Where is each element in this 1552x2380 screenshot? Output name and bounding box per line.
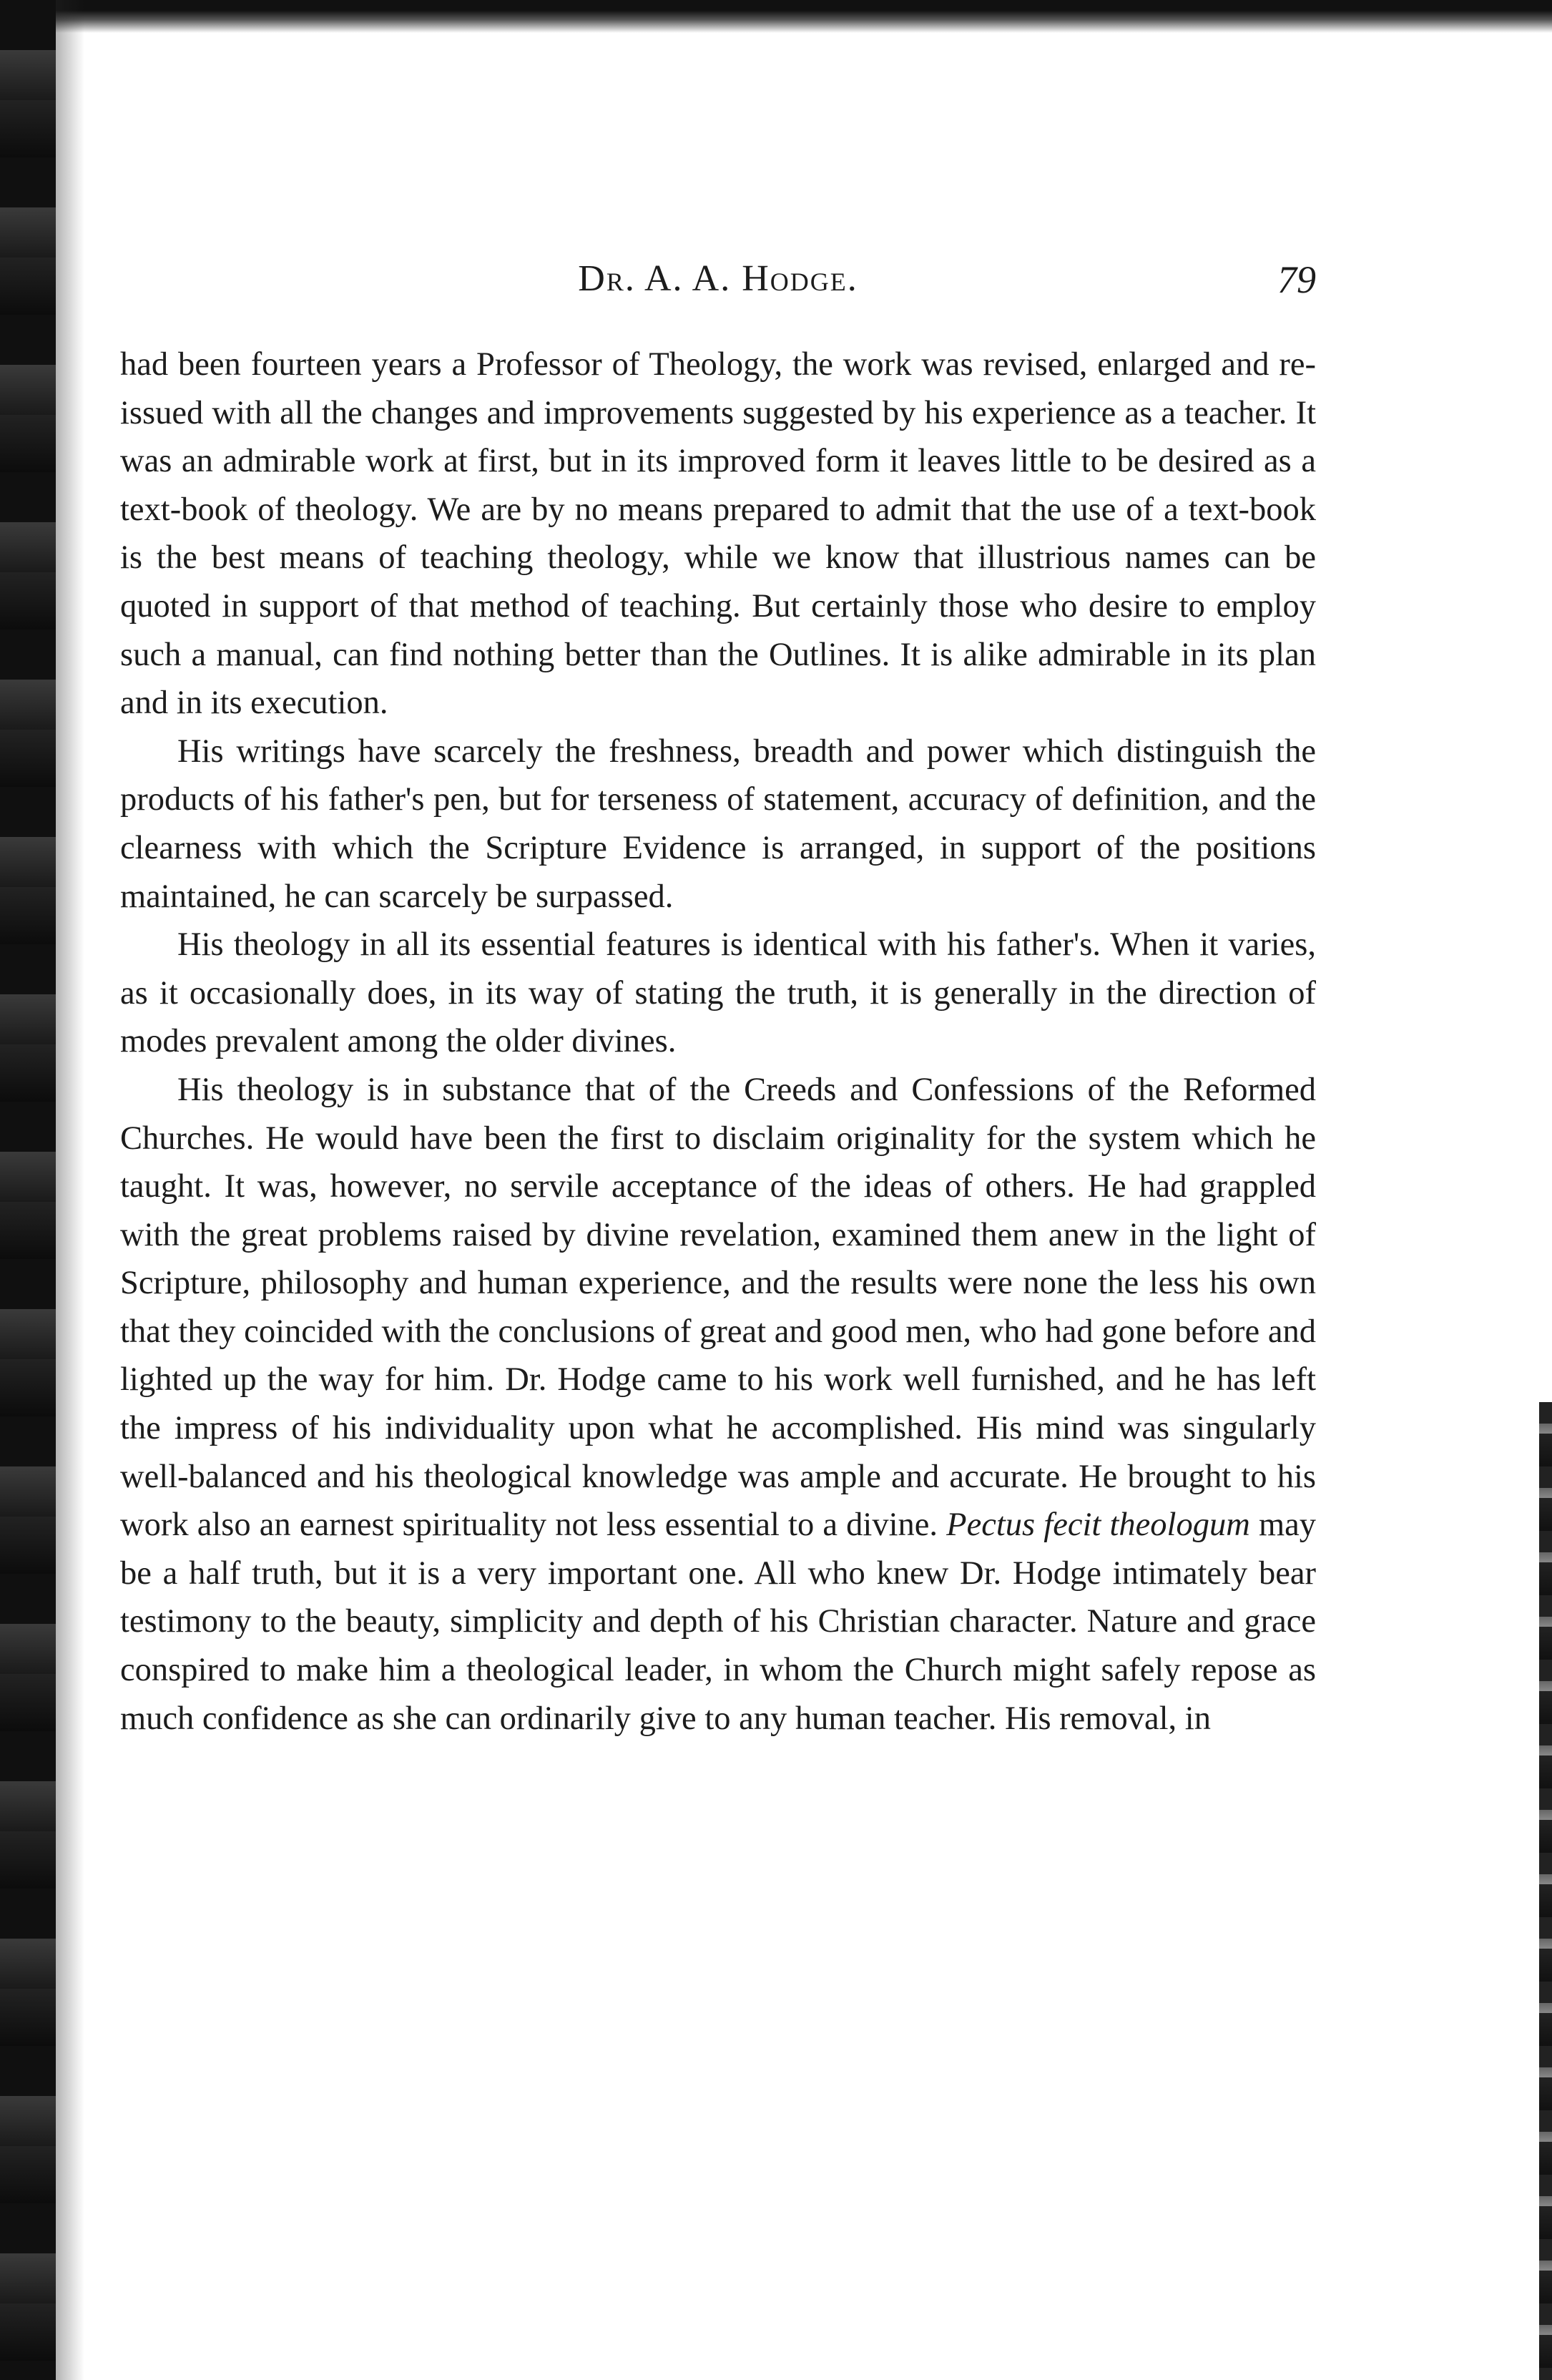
page-number: 79 bbox=[1277, 258, 1316, 301]
body-text bbox=[120, 341, 1316, 1743]
paragraph-1: had been fourteen years a Professor of Theology, the work was revised, enlarged and re-issued with all the changes and improvements suggested by his experience as a teacher. It was an admirable work at first, but in its improved form it leaves little to be desired as a text-book of theology. We are by no means prepared to admit that the use of a text-book is the best means of teaching theology, while we know that illustrious names can be quoted in support of that method of teaching. But certainly those who desire to employ such a manual, can find nothing better than the Outlines. It is alike admirable in its plan and in its execution. bbox=[120, 346, 1316, 722]
book-page bbox=[120, 258, 1316, 1743]
page-header bbox=[120, 258, 1316, 300]
latin-phrase: Pectus fecit theologum bbox=[946, 1507, 1250, 1544]
paragraph-4-text-start: His theology is in substance that of the Creeds and Confessions of the Reformed Churches. He would have been the first to disclaim originality for the system which he taught. It was, however, no servile acceptance of the ideas of others. He had grappled with the great problems raised by divine revelation, examined them anew in the light of Scripture, philosophy and human experience, and the results were none the less his own that they coincided with the conclusions of great and good men, who had gone before and lighted up the way for him. Dr. Hodge came to his work well furnished, and he has left the impress of his individuality upon what he accomplished. His mind was singularly well-balanced and his theological knowledge was ample and accurate. He brought to his work also an earnest spirituality not less essential to a divine. bbox=[120, 1071, 1316, 1544]
scan-top-edge bbox=[0, 0, 1552, 33]
paragraph-4 bbox=[120, 1066, 1316, 1743]
scan-left-gutter bbox=[0, 0, 56, 2380]
paragraph-2: His writings have scarcely the freshness, breadth and power which distinguish the products of his father's pen, but for terseness of statement, accuracy of definition, and the clearness with which the Scripture Evidence is arranged, in support of the positions maintained, he can scarcely be surpassed. bbox=[120, 733, 1316, 915]
scan-left-shadow bbox=[56, 0, 84, 2380]
running-head: Dr. A. A. Hodge. bbox=[578, 258, 858, 299]
paragraph-4-text-end: may be a half truth, but it is a very important one. All who knew Dr. Hodge intimately bear testimony to the beauty, simplicity and depth of his Christian character. Nature and grace conspired to make him a theological leader, in whom the Church might safely repose as much confidence as she can ordinarily give to any human teacher. His removal, in bbox=[120, 1507, 1316, 1737]
scan-right-edge bbox=[1539, 1402, 1552, 2380]
paragraph-3: His theology in all its essential features is identical with his father's. When it varies, as it occasionally does, in its way of stating the truth, it is generally in the direction of modes prevalent among the older divines. bbox=[120, 926, 1316, 1060]
